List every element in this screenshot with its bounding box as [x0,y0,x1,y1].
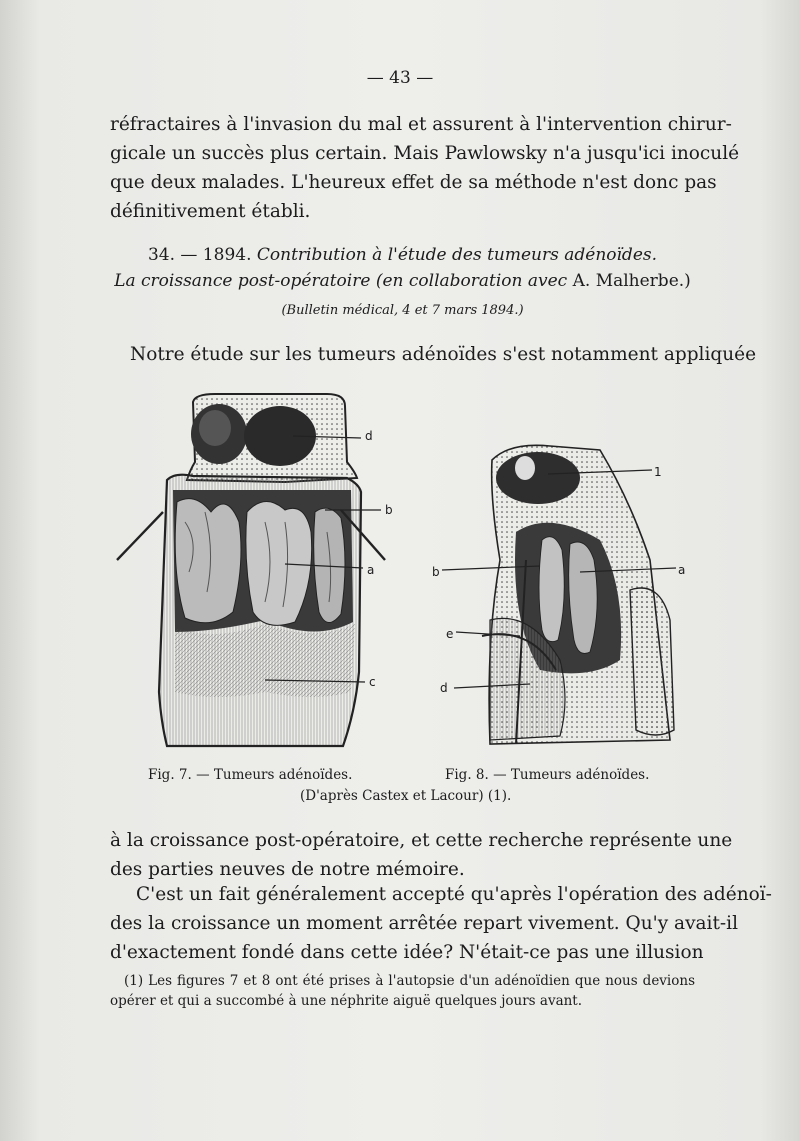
caption-source: (D'après Castex et Lacour) (1). [300,788,512,804]
fig8-label-e: e [446,627,454,641]
page-number: — 43 — [366,68,434,88]
fig8-label-a: a [678,563,686,577]
paragraph-question [110,880,772,967]
figure-7-illustration [115,392,405,754]
text-line: à la croissance post-opératoire, et cette recherche représente une [110,830,733,851]
text-line: définitivement établi. [110,201,311,222]
entry-collaborator: A. Malherbe.) [572,271,691,291]
fig7-label-c: c [369,675,376,689]
fig7-label-b: b [385,503,393,517]
fig8-label-b: b [432,565,440,579]
fig7-label-a: a [367,563,375,577]
figure-8-illustration [430,440,690,750]
entry-subtitle: La croissance post-opératoire [114,271,371,291]
caption-fig8: Fig. 8. — Tumeurs adénoïdes. [445,767,650,783]
fig8-label-d: d [440,681,448,695]
paragraph-growth [110,826,733,884]
text-line: C'est un fait généralement accepté qu'après l'opération des adénoï- [136,884,772,905]
text-line: que deux malades. L'heureux effet de sa méthode n'est donc pas [110,172,717,193]
entry-collaboration: (en collaboration avec [375,271,568,291]
fig7-label-d: d [365,429,373,443]
caption-fig7: Fig. 7. — Tumeurs adénoïdes. [148,767,353,783]
text-line: réfractaires à l'invasion du mal et assurent à l'intervention chirur- [110,114,732,135]
entry-source: (Bulletin médical, 4 et 7 mars 1894.) [281,303,524,318]
text-line: d'exactement fondé dans cette idée? N'était-ce pas une illusion [110,942,704,963]
bibliography-entry [110,242,695,294]
text-line: des la croissance un moment arrêtée repart vivement. Qu'y avait-il [110,913,738,934]
text-line: gicale un succès plus certain. Mais Pawlowsky n'a jusqu'ici inoculé [110,143,740,164]
fig8-label-1: 1 [654,465,662,479]
footnote [110,971,695,1011]
footnote-line: opérer et qui a succombé à une néphrite aiguë quelques jours avant. [110,993,583,1009]
entry-number: 34. — 1894. [147,245,252,265]
text-line: des parties neuves de notre mémoire. [110,859,465,880]
paragraph-intro [110,340,757,369]
text-line: Notre étude sur les tumeurs adénoïdes s'est notamment appliquée [130,344,757,365]
footnote-line: (1) Les figures 7 et 8 ont été prises à l'autopsie d'un adénoïdien que nous devions [124,973,695,989]
entry-title: Contribution à l'étude des tumeurs adénoïdes. [256,245,658,265]
paragraph-continuation [110,110,740,226]
